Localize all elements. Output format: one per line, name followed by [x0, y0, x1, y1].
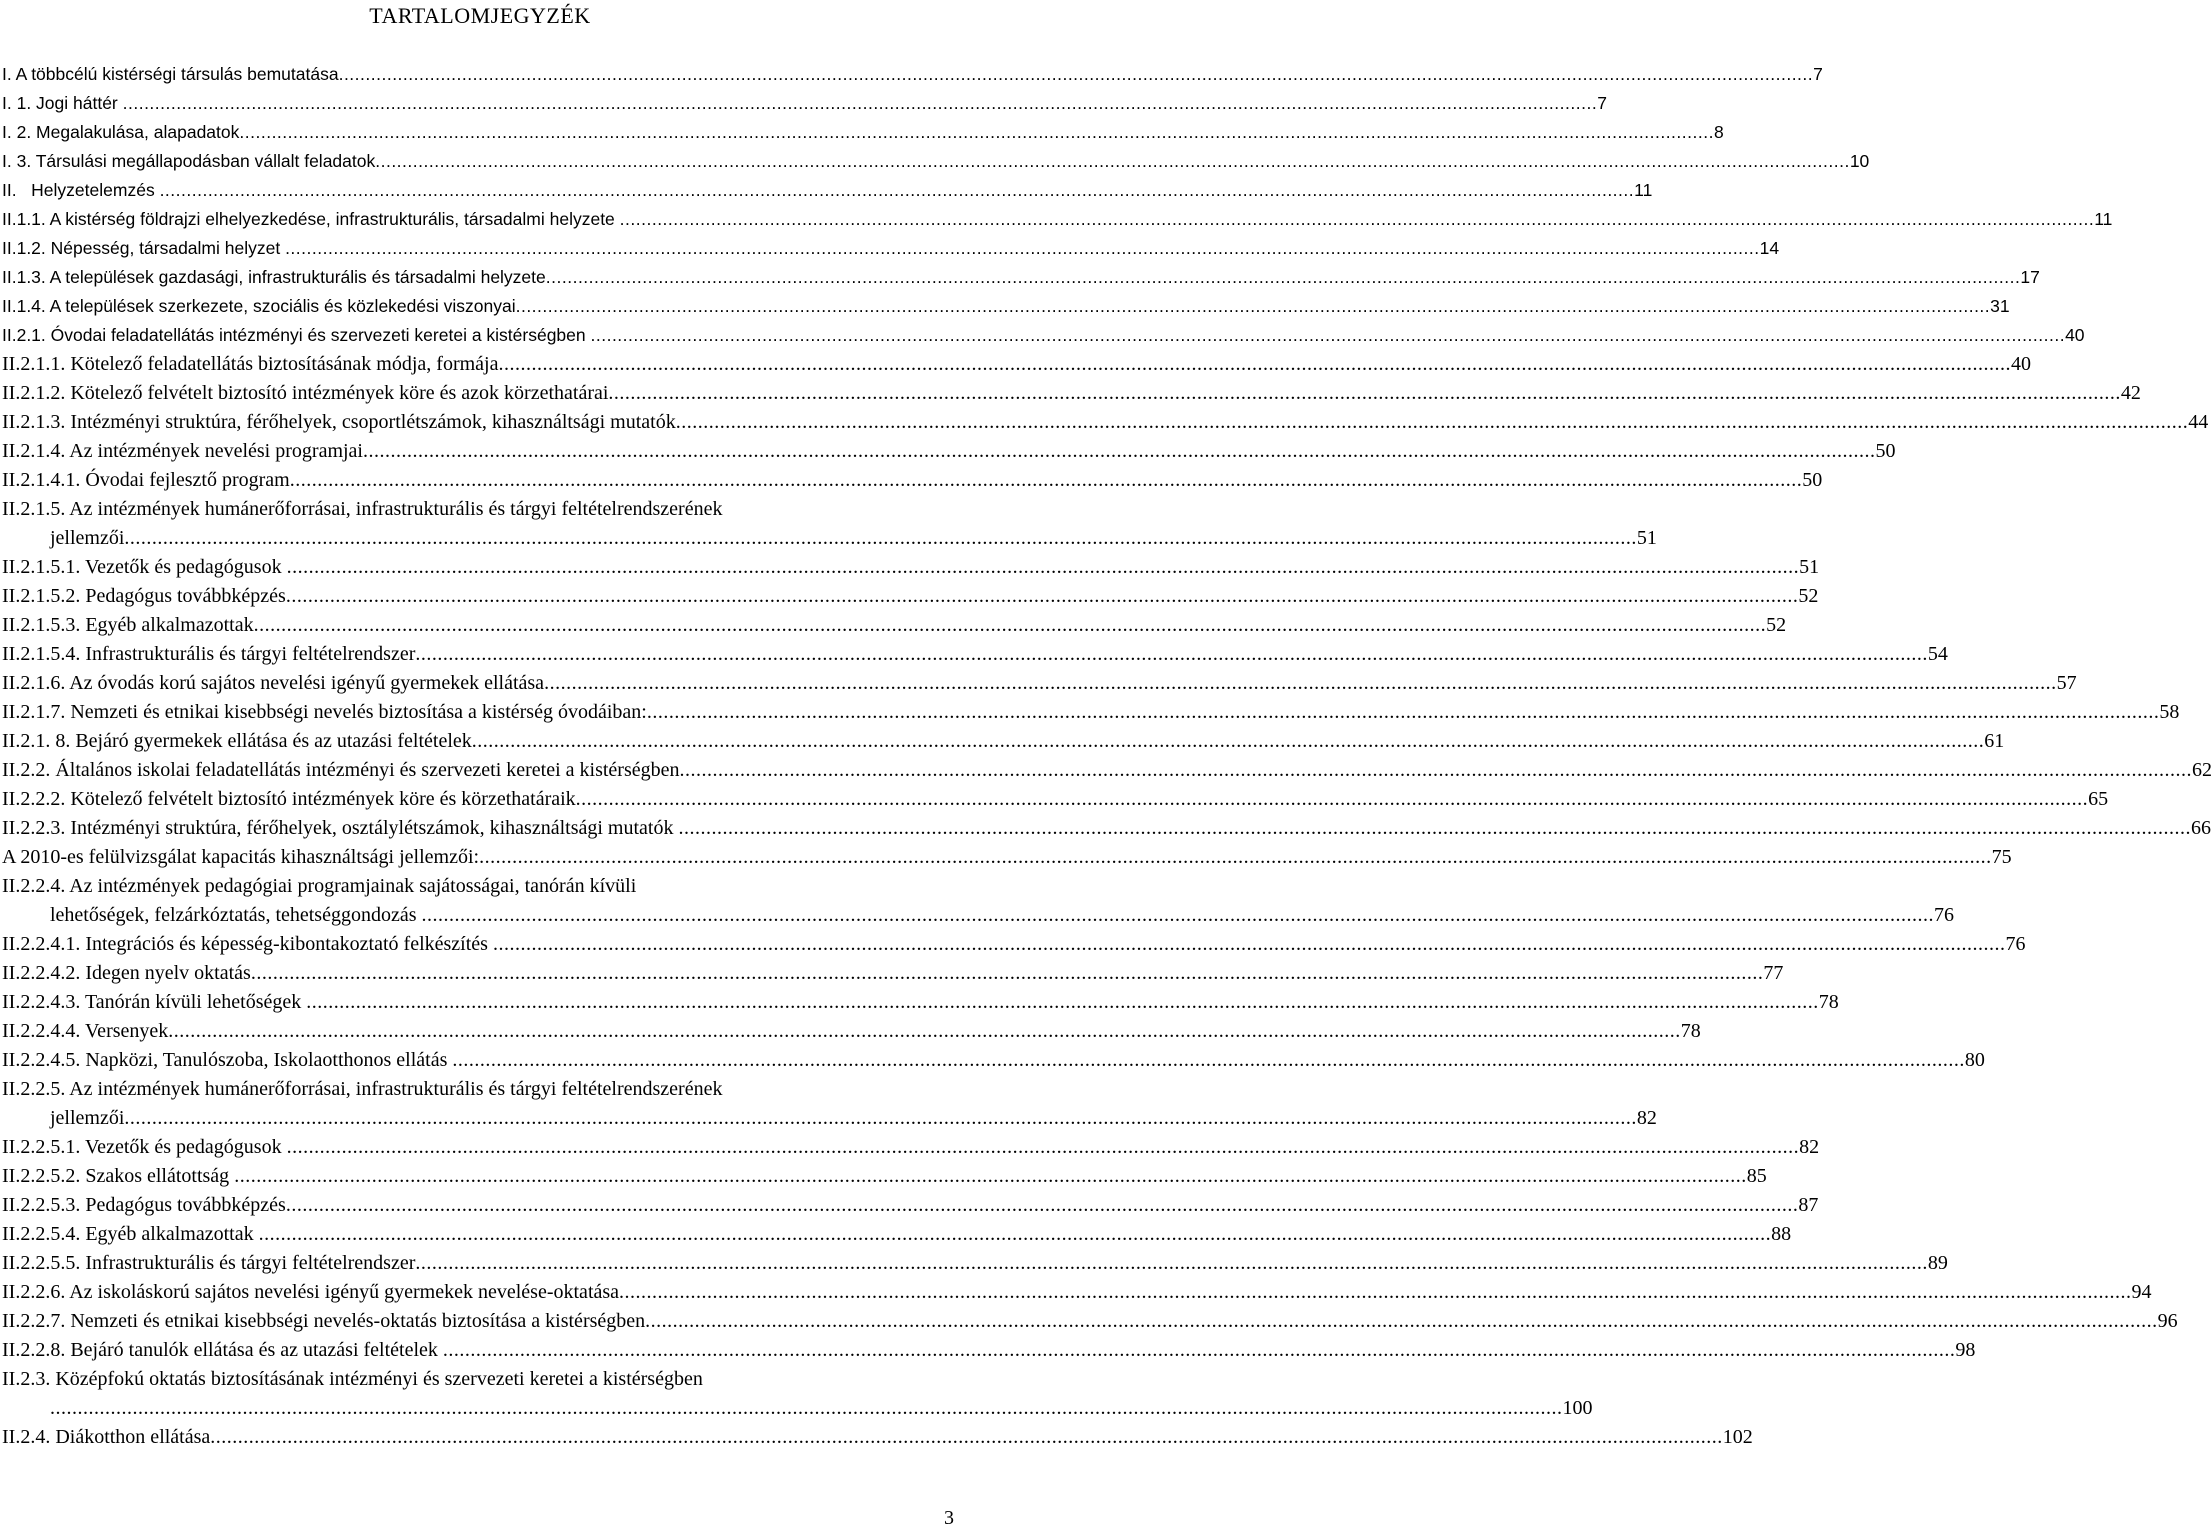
- toc-entry-label: II.2.2.5.4. Egyéb alkalmazottak: [2, 1223, 259, 1245]
- toc-entry-label: II.2.2.5.3. Pedagógus továbbképzés: [2, 1194, 286, 1216]
- toc-dot-leader: ...................................................................................................................................................................................................................................................................................: [645, 1310, 2158, 1332]
- toc-page-number: 58: [2159, 701, 2180, 723]
- toc-entry-label: II.2.2.2. Kötelező felvételt biztosító intézmények köre és körzethatáraik: [2, 788, 576, 810]
- toc-entry-label: II.2.2.5.1. Vezetők és pedagógusok: [2, 1136, 287, 1158]
- toc-page-number: 7: [1813, 64, 1823, 84]
- toc-entry-line: [50, 901, 1955, 930]
- toc-dot-leader: ...................................................................................................................................................................................................................................................................................: [124, 1107, 1637, 1129]
- toc-page-number: 78: [1680, 1020, 1701, 1042]
- toc-entry[interactable]: [0, 727, 2005, 756]
- toc-entry[interactable]: [0, 1249, 1948, 1278]
- toc-entry[interactable]: [0, 1336, 1976, 1365]
- toc-dot-leader: ...................................................................................................................................................................................................................................................................................: [421, 904, 1935, 926]
- toc-page-number: 50: [1802, 469, 1823, 491]
- toc-entry-label: II.2.3. Középfokú oktatás biztosításának intézményi és szervezeti keretei a kistérségben: [2, 1368, 703, 1390]
- toc-dot-leader: ...................................................................................................................................................................................................................................................................................: [575, 788, 2089, 810]
- toc-entry-line: [2, 1046, 1985, 1075]
- toc-entry[interactable]: [0, 89, 1607, 118]
- toc-entry-line: [2, 872, 960, 901]
- toc-dot-leader: ...................................................................................................................................................................................................................................................................................: [168, 1020, 1681, 1042]
- toc-page-number: 76: [1934, 904, 1955, 926]
- toc-page-number: 88: [1771, 1223, 1792, 1245]
- toc-page-number: 44: [2188, 411, 2209, 433]
- toc-entry-label: II.2.2.4.5. Napközi, Tanulószoba, Iskolaotthonos ellátás: [2, 1049, 453, 1071]
- toc-entry-line: [2, 321, 2085, 350]
- toc-dot-leader: ...................................................................................................................................................................................................................................................................................: [250, 962, 1764, 984]
- toc-page-number: 14: [1759, 238, 1780, 258]
- toc-dot-leader: ...................................................................................................................................................................................................................................................................................: [492, 933, 2006, 955]
- toc-entry-line: [2, 930, 2026, 959]
- toc-entry-line: [2, 263, 2040, 292]
- toc-entry-label: II.2.2.4.4. Versenyek: [2, 1020, 169, 1042]
- toc-dot-leader: ...................................................................................................................................................................................................................................................................................: [619, 1281, 2132, 1303]
- toc-entry-line: [2, 466, 1823, 495]
- toc-entry-label: II.2.2. Általános iskolai feladatellátás intézményi és szervezeti keretei a kistérségben: [2, 759, 680, 781]
- toc-entry-line: [2, 118, 1724, 147]
- toc-entry-label: II.2.2.6. Az iskoláskorú sajátos nevelési igényű gyermekek nevelése-oktatása: [2, 1281, 620, 1303]
- toc-entry[interactable]: [0, 60, 1823, 89]
- toc-entry-label: II.2.1.5.2. Pedagógus továbbképzés: [2, 585, 286, 607]
- toc-entry-line: [2, 379, 2141, 408]
- toc-entry[interactable]: [0, 263, 2040, 292]
- toc-entry[interactable]: [0, 350, 2031, 379]
- toc-dot-leader: ...................................................................................................................................................................................................................................................................................: [122, 93, 1598, 113]
- toc-entry[interactable]: [0, 1365, 1593, 1423]
- toc-page-number: 94: [2131, 1281, 2152, 1303]
- toc-page-number: 31: [1990, 296, 2010, 316]
- toc-page-number: 50: [1875, 440, 1896, 462]
- toc-entry-line: [2, 234, 1780, 263]
- toc-entry[interactable]: [0, 1162, 1767, 1191]
- toc-entry-label: II.1.2. Népesség, társadalmi helyzet: [2, 238, 286, 258]
- toc-entry-line: [2, 640, 1948, 669]
- toc-entry[interactable]: [0, 1278, 2152, 1307]
- toc-entry-label: II.2.1. Óvodai feladatellátás intézményi és szervezeti keretei a kistérségben: [2, 325, 591, 345]
- toc-page-number: 8: [1713, 122, 1724, 142]
- toc-entry-label: II.2.1.1. Kötelező feladatellátás biztosításának módja, formája: [2, 353, 499, 375]
- toc-entry-line: [2, 205, 2113, 234]
- toc-page-number: 78: [1818, 991, 1839, 1013]
- toc-entry-label: A 2010-es felülvizsgálat kapacitás kihasználtsági jellemzői:: [2, 846, 480, 868]
- toc-entry-label: II.2.2.7. Nemzeti és etnikai kisebbségi nevelés-oktatás biztosítása a kistérségben: [2, 1310, 646, 1332]
- toc-entry[interactable]: [0, 843, 2012, 872]
- toc-entry-line: [2, 1133, 1820, 1162]
- toc-entry-line: [2, 1307, 2178, 1336]
- toc-entry[interactable]: [0, 785, 2109, 814]
- toc-page-number: 82: [1799, 1136, 1820, 1158]
- toc-entry-line: [2, 582, 1819, 611]
- toc-dot-leader: ...................................................................................................................................................................................................................................................................................: [306, 991, 1819, 1013]
- toc-entry-line: [2, 988, 1839, 1017]
- toc-page-number: 100: [1562, 1397, 1593, 1419]
- page-number: 3: [944, 1507, 954, 1529]
- toc-entry[interactable]: [0, 669, 2077, 698]
- toc-page-number: 77: [1763, 962, 1784, 984]
- toc-entry-label: II.2.2.5. Az intézmények humánerőforrásai, infrastrukturális és tárgyi feltételrendszerének: [2, 1078, 723, 1100]
- toc-entry-line: [50, 524, 1657, 553]
- toc-dot-leader: ...................................................................................................................................................................................................................................................................................: [515, 296, 1991, 316]
- toc-entry-label: I. 2. Megalakulása, alapadatok: [2, 122, 240, 142]
- toc-page-number: 52: [1766, 614, 1787, 636]
- toc-dot-leader: ...................................................................................................................................................................................................................................................................................: [363, 440, 1876, 462]
- toc-page-number: 82: [1636, 1107, 1657, 1129]
- toc-entry[interactable]: [0, 553, 1820, 582]
- toc-dot-leader: ...................................................................................................................................................................................................................................................................................: [679, 759, 2192, 781]
- toc-page-number: 40: [2010, 353, 2031, 375]
- toc-dot-leader: ...................................................................................................................................................................................................................................................................................: [210, 1426, 1723, 1448]
- toc-entry-line: [2, 60, 1823, 89]
- toc-entry-line: [2, 1278, 2152, 1307]
- toc-page-number: 10: [1849, 151, 1870, 171]
- toc-entry[interactable]: [0, 872, 1955, 930]
- toc-entry-label: II.2.1.5. Az intézmények humánerőforrásai, infrastrukturális és tárgyi feltételrendszerének: [2, 498, 723, 520]
- toc-entry[interactable]: [0, 379, 2141, 408]
- toc-dot-leader: ...................................................................................................................................................................................................................................................................................: [678, 817, 2191, 839]
- toc-page-number: 102: [1722, 1426, 1753, 1448]
- toc-entry-line: [50, 1104, 1657, 1133]
- toc-entry[interactable]: [0, 1046, 1985, 1075]
- toc-page-number: 65: [2088, 788, 2109, 810]
- toc-dot-leader: ...................................................................................................................................................................................................................................................................................: [258, 1223, 1772, 1245]
- toc-page-number: 98: [1955, 1339, 1976, 1361]
- toc-entry-label: II.2.2.3. Intézményi struktúra, férőhelyek, osztálylétszámok, kihasználtsági mutatók: [2, 817, 679, 839]
- toc-page-number: 40: [2065, 325, 2085, 345]
- toc-dot-leader: ...................................................................................................................................................................................................................................................................................: [159, 180, 1635, 200]
- toc-dot-leader: ...................................................................................................................................................................................................................................................................................: [675, 411, 2189, 433]
- toc-page-number: 61: [1984, 730, 2005, 752]
- toc-dot-leader: ...................................................................................................................................................................................................................................................................................: [285, 238, 1760, 258]
- toc-dot-leader: ...................................................................................................................................................................................................................................................................................: [50, 1397, 1563, 1419]
- toc-page-number: 76: [2005, 933, 2026, 955]
- toc-entry-label: II.2.1. 8. Bejáró gyermekek ellátása és az utazási feltételek: [2, 730, 472, 752]
- toc-entry-line: [2, 350, 2031, 379]
- toc-dot-leader: ...................................................................................................................................................................................................................................................................................: [286, 1136, 1800, 1158]
- toc-page-number: 80: [1964, 1049, 1985, 1071]
- toc-entry-label: II.2.1.5.3. Egyéb alkalmazottak: [2, 614, 254, 636]
- toc-entry-label: II.2.4. Diákotthon ellátása: [2, 1426, 211, 1448]
- toc-dot-leader: ...................................................................................................................................................................................................................................................................................: [442, 1339, 1956, 1361]
- toc-entry-line: [2, 437, 1896, 466]
- toc-dot-leader: ...................................................................................................................................................................................................................................................................................: [608, 382, 2121, 404]
- toc-dot-leader: ...................................................................................................................................................................................................................................................................................: [415, 1252, 1928, 1274]
- toc-entry-label: II.2.1.2. Kötelező felvételt biztosító intézmények köre és azok körzethatárai: [2, 382, 609, 404]
- toc-entry-line: [2, 408, 2209, 437]
- toc-entry-line: [2, 1249, 1948, 1278]
- toc-dot-leader: ...................................................................................................................................................................................................................................................................................: [289, 469, 1803, 491]
- toc-entry[interactable]: [0, 611, 1787, 640]
- toc-entry-label: II.2.2.4.1. Integrációs és képesség-kibontakoztató felkészítés: [2, 933, 493, 955]
- toc-entry-label: II.1.4. A települések szerkezete, szociális és közlekedési viszonyai: [2, 296, 516, 316]
- toc-entry-line: [2, 292, 2010, 321]
- toc-page-number: 62: [2192, 759, 2212, 781]
- toc-entry-line: [2, 814, 2211, 843]
- toc-entry[interactable]: [0, 1075, 1657, 1133]
- toc-page-number: 52: [1798, 585, 1819, 607]
- toc-dot-leader: ...................................................................................................................................................................................................................................................................................: [646, 701, 2160, 723]
- toc-entry-line: [2, 1220, 1792, 1249]
- toc-entry[interactable]: [0, 582, 1819, 611]
- toc-entry-line: [2, 147, 1870, 176]
- toc-entry-label: II.2.2.4.3. Tanórán kívüli lehetőségek: [2, 991, 307, 1013]
- toc-entry[interactable]: [0, 234, 1780, 263]
- toc-entry-label: II.2.1.5.1. Vezetők és pedagógusok: [2, 556, 287, 578]
- toc-entry[interactable]: [0, 466, 1823, 495]
- toc-dot-leader: ...................................................................................................................................................................................................................................................................................: [124, 527, 1637, 549]
- toc-entry-label: II.2.1.4. Az intézmények nevelési programjai: [2, 440, 363, 462]
- toc-entry-line: [2, 1365, 960, 1394]
- toc-entry[interactable]: [0, 118, 1724, 147]
- toc-entry-label: II.2.1.7. Nemzeti és etnikai kisebbségi nevelés biztosítása a kistérség óvodáiban:: [2, 701, 647, 723]
- toc-entry[interactable]: [0, 814, 2211, 843]
- toc-entry[interactable]: [0, 1017, 1701, 1046]
- toc-dot-leader: ...................................................................................................................................................................................................................................................................................: [285, 1194, 1799, 1216]
- toc-entry-line: [2, 1162, 1767, 1191]
- toc-entry-line: [2, 727, 2005, 756]
- toc-entry-line: [2, 698, 2180, 727]
- toc-entry-line: [2, 495, 960, 524]
- toc-page-number: 42: [2120, 382, 2141, 404]
- toc-entry[interactable]: [0, 959, 1784, 988]
- toc-entry-label: II.2.1.5.4. Infrastrukturális és tárgyi feltételrendszer: [2, 643, 416, 665]
- toc-entry-line: [2, 1423, 1753, 1452]
- toc-page-number: 57: [2056, 672, 2077, 694]
- toc-entry-label: II.2.1.6. Az óvodás korú sajátos nevelési igényű gyermekek ellátása: [2, 672, 545, 694]
- toc-entry-label: II.2.2.8. Bejáró tanulók ellátása és az utazási feltételek: [2, 1339, 443, 1361]
- toc-page-number: 11: [1634, 180, 1653, 200]
- toc-entry-label: I. A többcélú kistérségi társulás bemutatása: [2, 64, 339, 84]
- toc-entry[interactable]: [0, 930, 2026, 959]
- toc-dot-leader: ...................................................................................................................................................................................................................................................................................: [338, 64, 1814, 84]
- toc-page-number: 11: [2094, 209, 2113, 229]
- toc-entry[interactable]: [0, 756, 2212, 785]
- toc-entry-line: [2, 756, 2212, 785]
- toc-dot-leader: ...................................................................................................................................................................................................................................................................................: [479, 846, 1992, 868]
- toc-entry-label: lehetőségek, felzárkóztatás, tehetséggondozás: [50, 904, 422, 926]
- toc-page-number: 87: [1798, 1194, 1819, 1216]
- toc-page-number: 54: [1927, 643, 1948, 665]
- toc-dot-leader: ...................................................................................................................................................................................................................................................................................: [415, 643, 1928, 665]
- toc-entry-line: [2, 553, 1820, 582]
- toc-dot-leader: ...................................................................................................................................................................................................................................................................................: [285, 585, 1799, 607]
- toc-entry[interactable]: [0, 640, 1948, 669]
- toc-entry-label: II.2.1.4.1. Óvodai fejlesztő program: [2, 469, 290, 491]
- toc-dot-leader: ...................................................................................................................................................................................................................................................................................: [375, 151, 1850, 171]
- toc-dot-leader: ...................................................................................................................................................................................................................................................................................: [239, 122, 1714, 142]
- toc-dot-leader: ...................................................................................................................................................................................................................................................................................: [471, 730, 1985, 752]
- toc-entry-label: II. Helyzetelemzés: [2, 180, 160, 200]
- toc-entry-label: II.2.2.4. Az intézmények pedagógiai programjainak sajátosságai, tanórán kívüli: [2, 875, 637, 897]
- toc-dot-leader: ...................................................................................................................................................................................................................................................................................: [234, 1165, 1747, 1187]
- toc-entry[interactable]: [0, 147, 1870, 176]
- toc-entry[interactable]: [0, 437, 1896, 466]
- toc-entry-line: [2, 843, 2012, 872]
- toc-page-number: 75: [1991, 846, 2012, 868]
- toc-dot-leader: ...................................................................................................................................................................................................................................................................................: [253, 614, 1767, 636]
- toc-entry-line: [2, 1075, 960, 1104]
- toc-entry[interactable]: [0, 1307, 2178, 1336]
- toc-entry[interactable]: [0, 698, 2180, 727]
- toc-entry[interactable]: [0, 176, 1653, 205]
- toc-page-number: 51: [1799, 556, 1820, 578]
- toc-entry[interactable]: [0, 408, 2209, 437]
- toc-entry[interactable]: [0, 1191, 1819, 1220]
- toc-entry-label: II.2.1.3. Intézményi struktúra, férőhelyek, csoportlétszámok, kihasználtsági mutatók: [2, 411, 676, 433]
- toc-dot-leader: ...................................................................................................................................................................................................................................................................................: [619, 209, 2095, 229]
- toc-entry-line: [2, 89, 1607, 118]
- toc-entry-line: [2, 1191, 1819, 1220]
- toc-entry-line: [2, 1017, 1701, 1046]
- toc-entry[interactable]: [0, 988, 1839, 1017]
- toc-entry[interactable]: [0, 205, 2113, 234]
- toc-page-number: 85: [1746, 1165, 1767, 1187]
- toc-page-number: 96: [2157, 1310, 2178, 1332]
- toc-entry[interactable]: [0, 292, 2010, 321]
- toc-dot-leader: ...................................................................................................................................................................................................................................................................................: [452, 1049, 1965, 1071]
- toc-entry-label: II.1.3. A települések gazdasági, infrastrukturális és társadalmi helyzete: [2, 267, 546, 287]
- toc-entry-line: [2, 611, 1787, 640]
- toc-entry-line: [2, 959, 1784, 988]
- toc-entry-label: II.2.2.5.5. Infrastrukturális és tárgyi feltételrendszer: [2, 1252, 416, 1274]
- toc-page-number: 89: [1927, 1252, 1948, 1274]
- toc-entry-line: [50, 1394, 1593, 1423]
- toc-entry-line: [2, 176, 1653, 205]
- toc-page-number: 66: [2190, 817, 2211, 839]
- toc-page-number: 17: [2020, 267, 2040, 287]
- toc-entry-label: jellemzői: [50, 527, 125, 549]
- toc-entry-line: [2, 1336, 1976, 1365]
- page-title: TARTALOMJEGYZÉK: [369, 3, 591, 28]
- toc-entry-line: [2, 785, 2109, 814]
- toc-entry[interactable]: [0, 1220, 1792, 1249]
- toc-entry-label: jellemzői: [50, 1107, 125, 1129]
- toc-dot-leader: ...................................................................................................................................................................................................................................................................................: [286, 556, 1800, 578]
- toc-entry-label: II.2.2.5.2. Szakos ellátottság: [2, 1165, 235, 1187]
- toc-entry[interactable]: [0, 321, 2085, 350]
- toc-page-number: 7: [1597, 93, 1607, 113]
- toc-dot-leader: ...................................................................................................................................................................................................................................................................................: [545, 267, 2021, 287]
- toc-entry-label: II.1.1. A kistérség földrajzi elhelyezkedése, infrastrukturális, társadalmi helyzete: [2, 209, 620, 229]
- toc-entry-label: I. 3. Társulási megállapodásban vállalt feladatok: [2, 151, 376, 171]
- toc-dot-leader: ...................................................................................................................................................................................................................................................................................: [544, 672, 2057, 694]
- toc-entry[interactable]: [0, 495, 1657, 553]
- toc-page-number: 51: [1636, 527, 1657, 549]
- toc-dot-leader: ...................................................................................................................................................................................................................................................................................: [590, 325, 2066, 345]
- toc-entry-label: II.2.2.4.2. Idegen nyelv oktatás: [2, 962, 251, 984]
- toc-dot-leader: ...................................................................................................................................................................................................................................................................................: [498, 353, 2011, 375]
- toc-entry-label: I. 1. Jogi háttér: [2, 93, 123, 113]
- toc-entry-line: [2, 669, 2077, 698]
- toc-entry[interactable]: [0, 1133, 1820, 1162]
- toc-entry[interactable]: [0, 1423, 1753, 1452]
